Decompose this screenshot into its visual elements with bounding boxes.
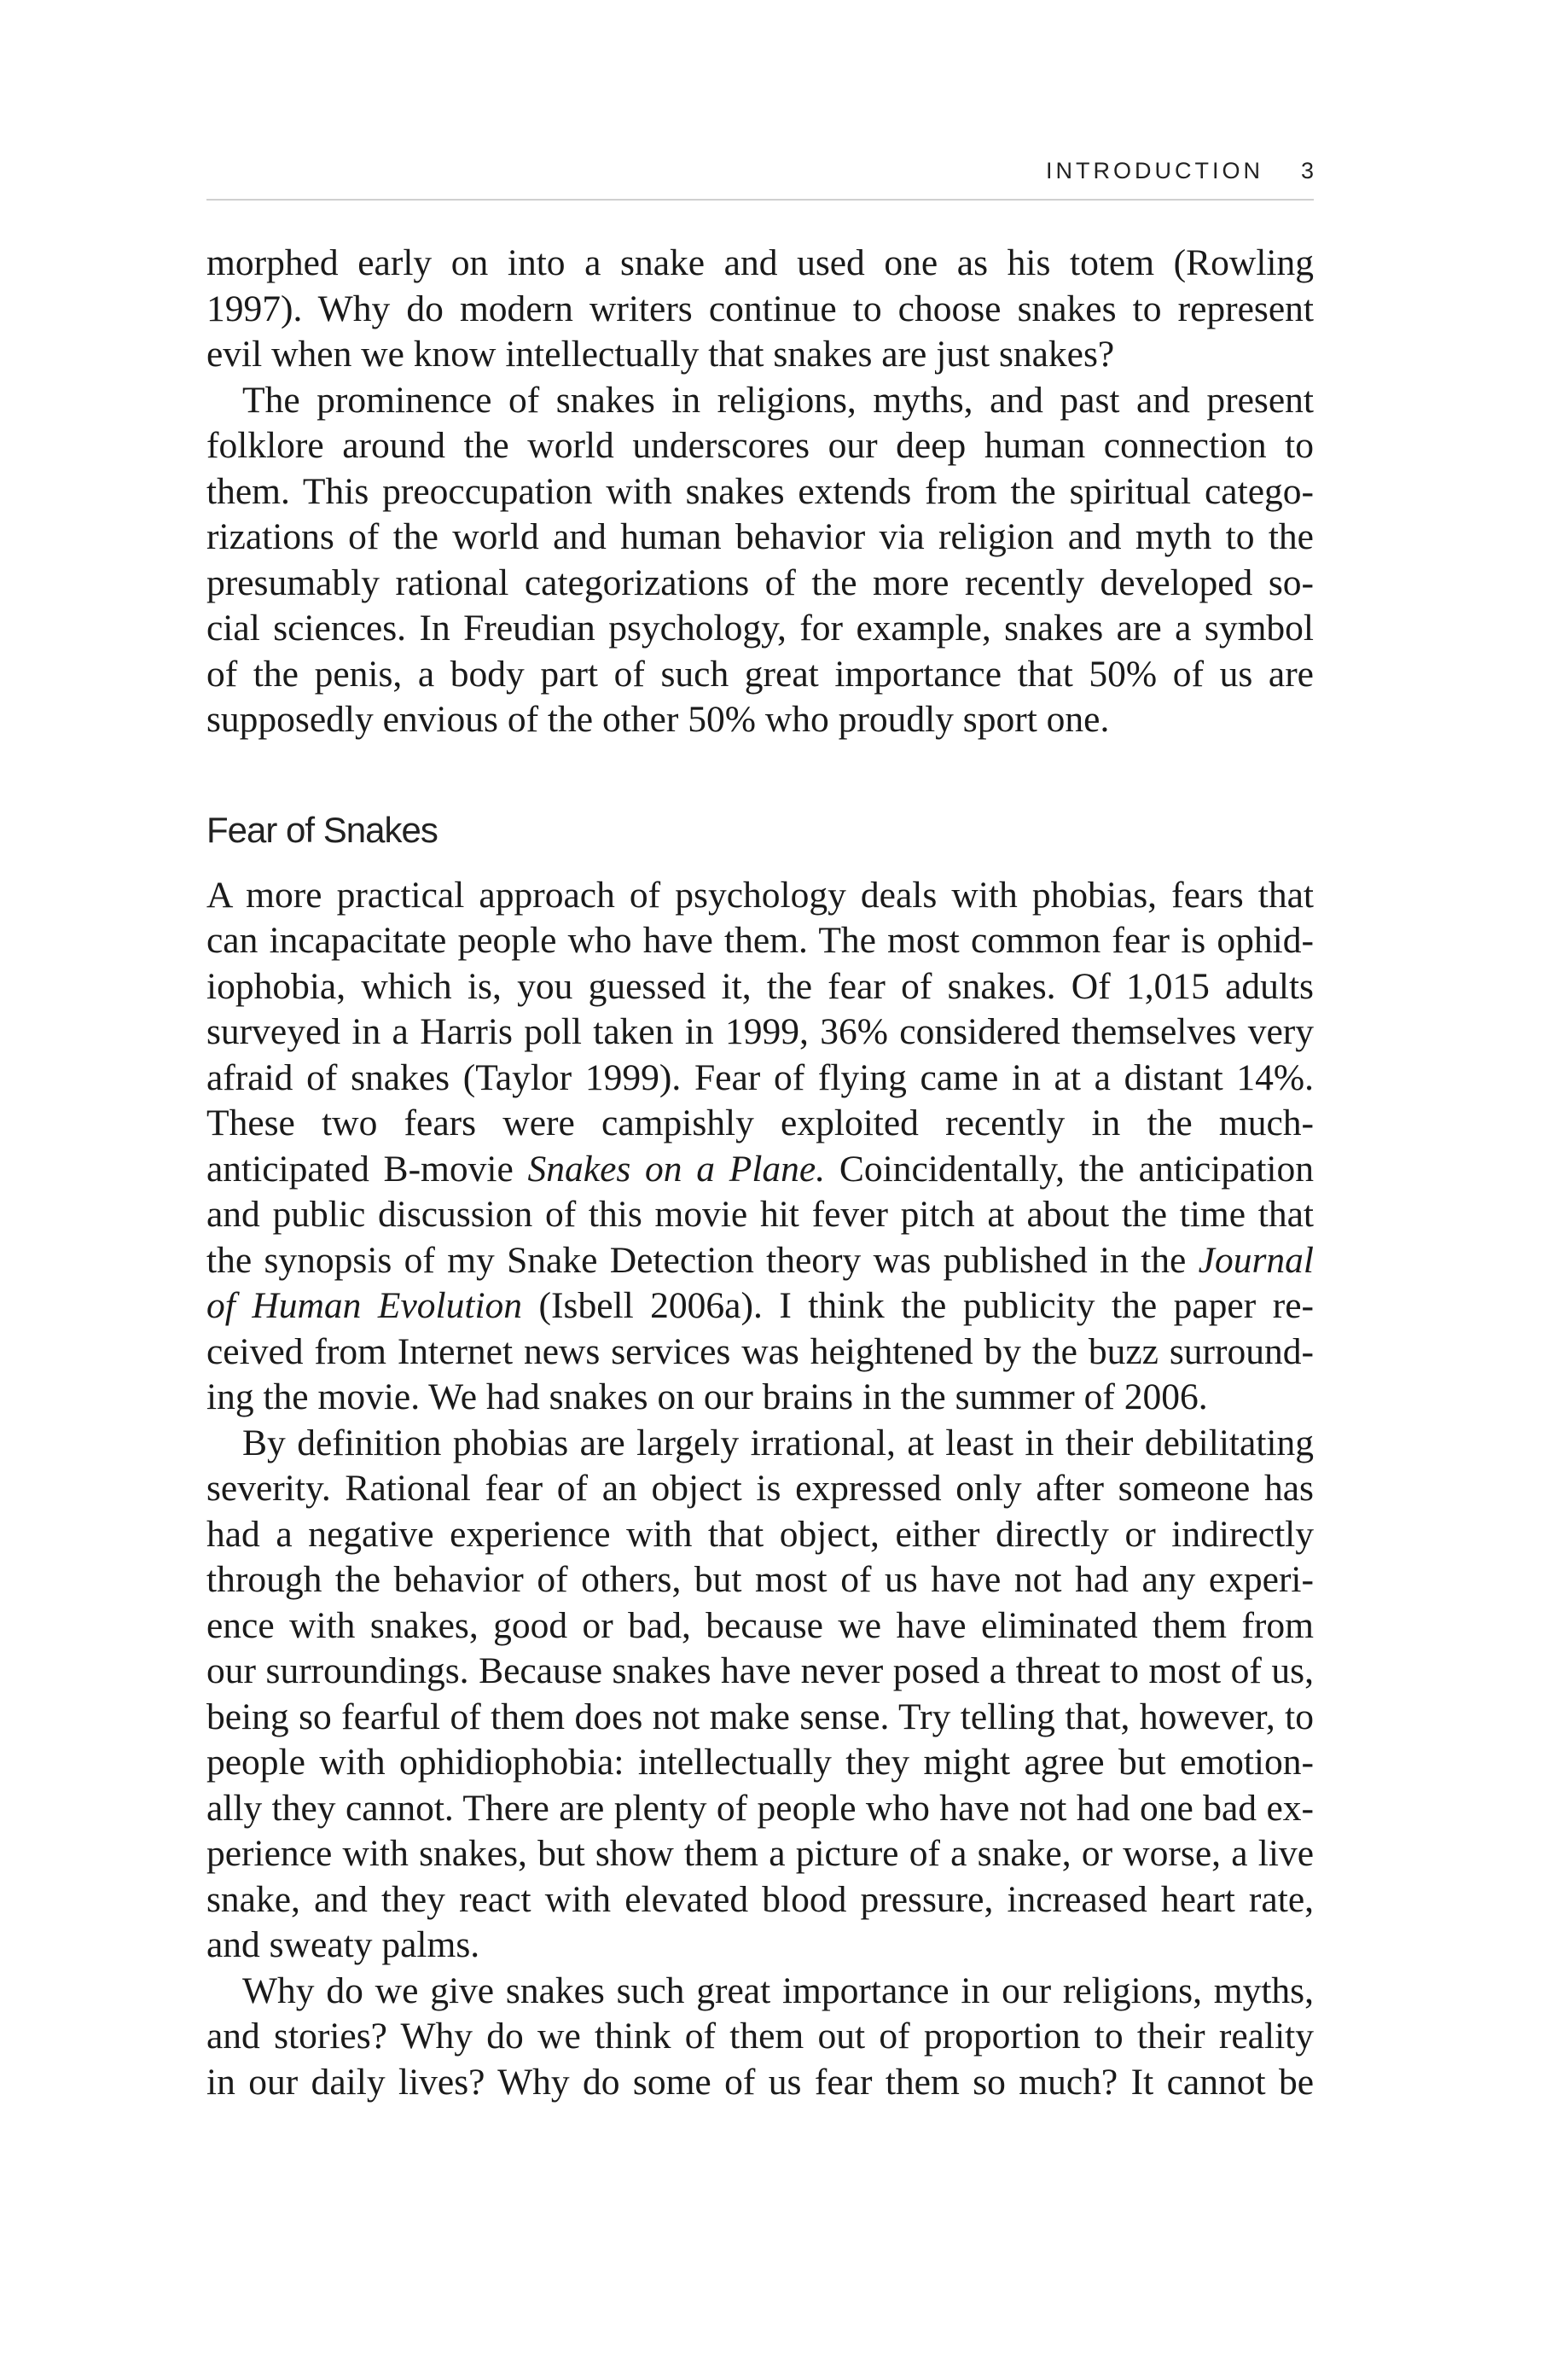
text-run: the synopsis of my Snake Detection theory was published in the <box>206 1239 1199 1281</box>
text-run: Coincidentally, the anticipation <box>825 1148 1314 1190</box>
text-run: anticipated B-movie <box>206 1148 528 1190</box>
text-line: of the penis, a body part of such great importance that 50% of us are <box>206 653 1314 695</box>
page-number: 3 <box>1300 157 1314 183</box>
text-line: had a negative experience with that object, either directly or indirectly <box>206 1513 1314 1555</box>
text-line: in our daily lives? Why do some of us fear them so much? It cannot be <box>206 2061 1314 2103</box>
text-line: and stories? Why do we think of them out of proportion to their reality <box>206 2016 1314 2057</box>
text-line: being so fearful of them does not make sense. Try telling that, however, to <box>206 1696 1314 1737</box>
text-line: folklore around the world underscores our deep human connection to <box>206 425 1314 466</box>
paragraph-continued <box>206 241 1314 378</box>
paragraph <box>206 1421 1314 1969</box>
text-line: The prominence of snakes in religions, myths, and past and present <box>242 379 1314 421</box>
text-line: ing the movie. We had snakes on our brains in the summer of 2006. <box>206 1376 1208 1417</box>
text-line <box>206 1238 1314 1284</box>
text-line: snake, and they react with elevated blood pressure, increased heart rate, <box>206 1878 1314 1920</box>
text-line: ally they cannot. There are plenty of people who have not had one bad ex- <box>206 1787 1314 1829</box>
running-head-title: INTRODUCTION <box>1045 157 1263 183</box>
text-line: afraid of snakes (Taylor 1999). Fear of flying came in at a distant 14%. <box>206 1056 1314 1098</box>
text-line: presumably rational categorizations of the more recently developed so- <box>206 561 1314 603</box>
text-line <box>206 1283 1314 1329</box>
running-head <box>206 152 1314 189</box>
paragraph <box>206 1969 1314 2106</box>
body-text <box>206 241 1314 2105</box>
text-line: surveyed in a Harris poll taken in 1999, 36% considered themselves very <box>206 1011 1314 1052</box>
header-rule <box>206 199 1314 201</box>
text-line: These two fears were campishly exploited recently in the much- <box>206 1103 1314 1143</box>
paragraph <box>206 873 1314 1421</box>
text-line: morphed early on into a snake and used one as his totem (Rowling <box>206 242 1314 283</box>
text-line <box>206 1147 1314 1193</box>
text-line: severity. Rational fear of an object is expressed only after someone has <box>206 1468 1314 1509</box>
text-line: can incapacitate people who have them. The most common fear is ophid- <box>206 920 1314 961</box>
text-line: people with ophidiophobia: intellectually they might agree but emotion- <box>206 1742 1314 1783</box>
text-line: A more practical approach of psychology deals with phobias, fears that <box>206 874 1314 916</box>
journal-title-italic: of Human Evolution <box>206 1285 523 1326</box>
text-line: By definition phobias are largely irrational, at least in their debilitating <box>242 1422 1314 1463</box>
text-line: cial sciences. In Freudian psychology, for example, snakes are a symbol <box>206 608 1314 649</box>
movie-title-italic: Snakes on a Plane. <box>527 1148 826 1190</box>
text-line: perience with snakes, but show them a picture of a snake, or worse, a live <box>206 1833 1314 1874</box>
text-line: Why do we give snakes such great importance in our religions, myths, <box>242 1969 1314 2011</box>
text-line: 1997). Why do modern writers continue to choose snakes to represent <box>206 288 1314 329</box>
text-line: through the behavior of others, but most of us have not had any experi- <box>206 1559 1314 1600</box>
section-heading: Fear of Snakes <box>206 809 438 850</box>
text-line: our surroundings. Because snakes have never posed a threat to most of us, <box>206 1650 1314 1691</box>
text-line: supposedly envious of the other 50% who proudly sport one. <box>206 699 1110 740</box>
text-line: evil when we know intellectually that snakes are just snakes? <box>206 334 1115 375</box>
paragraph <box>206 378 1314 743</box>
text-line: ceived from Internet news services was heightened by the buzz surround- <box>206 1330 1314 1372</box>
text-line: them. This preoccupation with snakes extends from the spiritual catego- <box>206 470 1314 512</box>
text-run: (Isbell 2006a). I think the publicity the paper re- <box>522 1285 1314 1326</box>
text-line: iophobia, which is, you guessed it, the fear of snakes. Of 1,015 adults <box>206 965 1314 1007</box>
text-line: and public discussion of this movie hit fever pitch at about the time that <box>206 1194 1314 1235</box>
text-line: and sweaty palms. <box>206 1924 480 1965</box>
journal-title-italic: Journal <box>1198 1239 1314 1281</box>
text-line: ence with snakes, good or bad, because we have eliminated them from <box>206 1604 1314 1646</box>
text-line: rizations of the world and human behavior via religion and myth to the <box>206 516 1314 557</box>
